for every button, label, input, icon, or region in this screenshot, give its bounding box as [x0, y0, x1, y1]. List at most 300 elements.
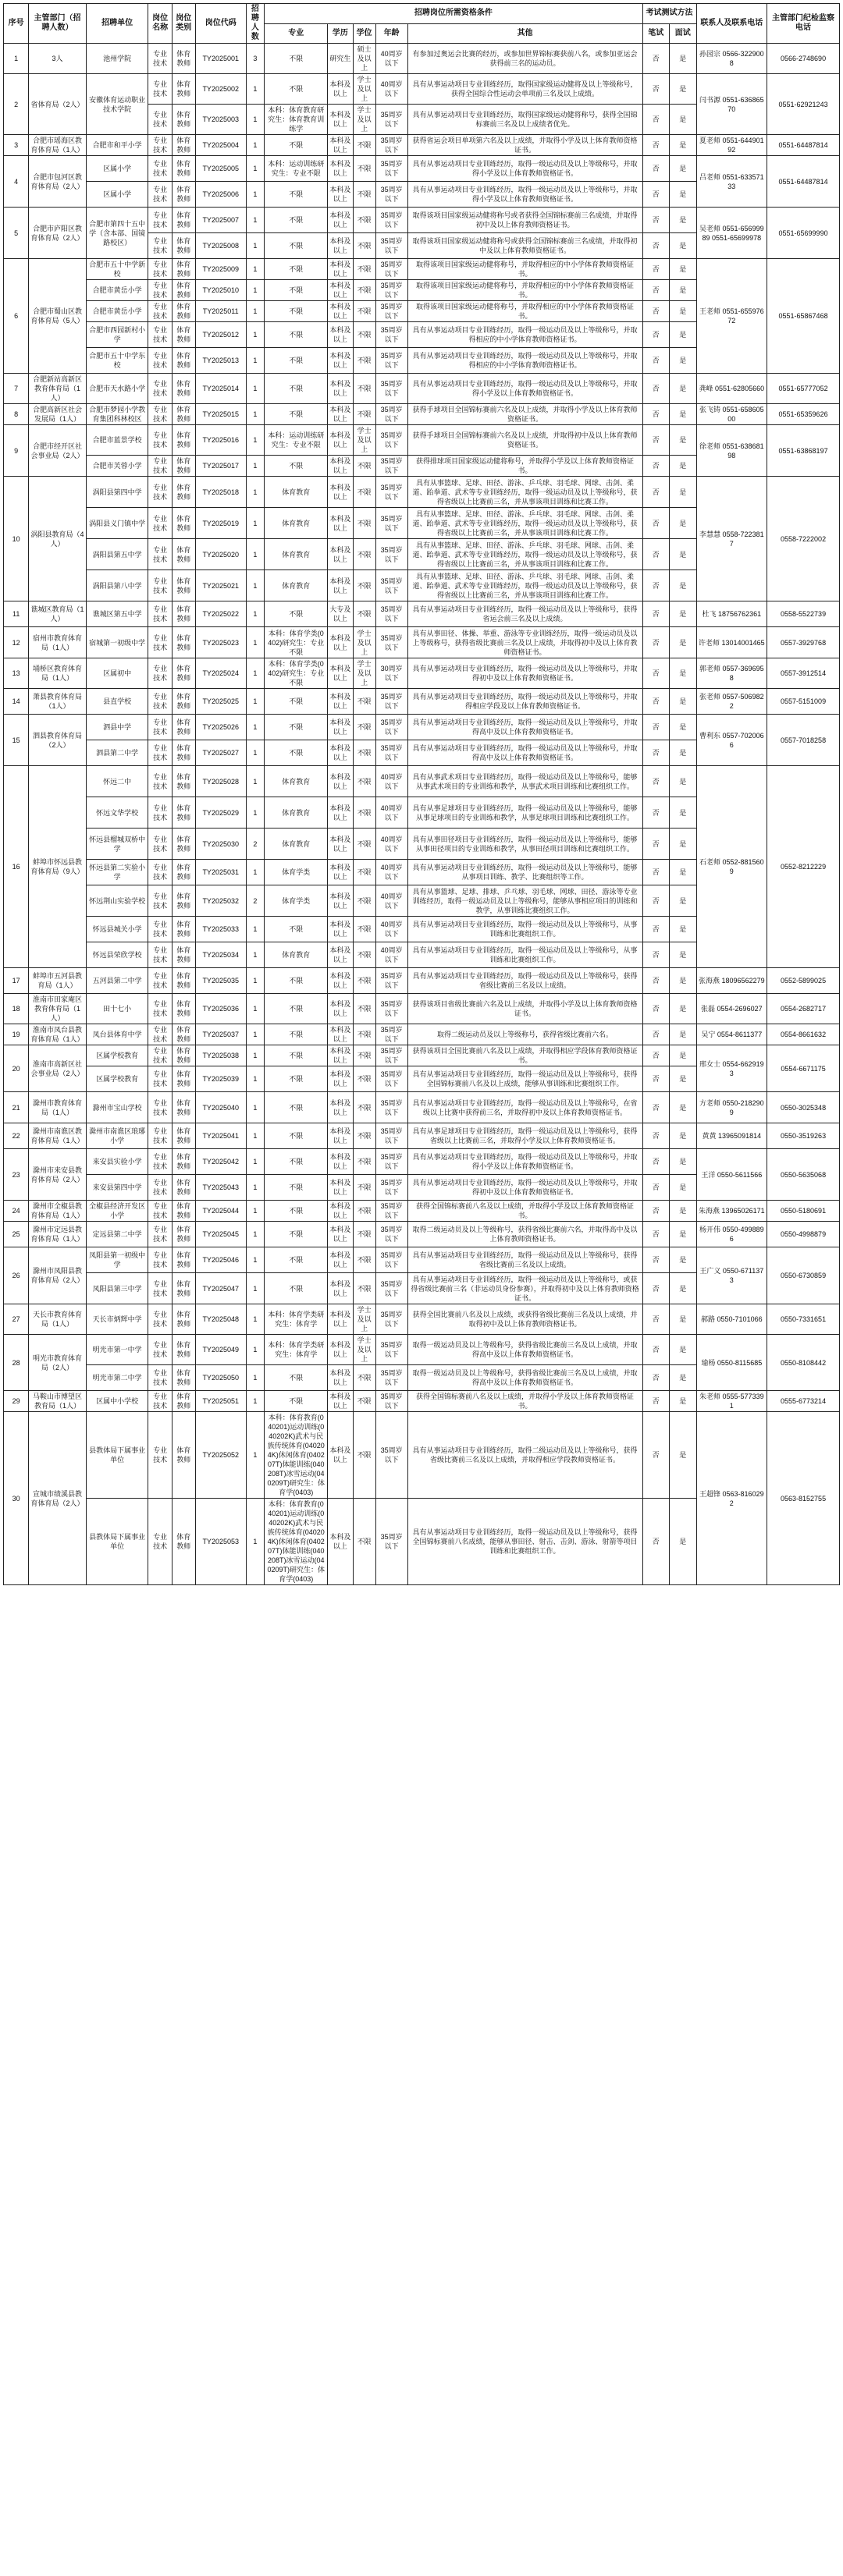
row-pos-name: 专业技术 — [148, 348, 172, 374]
row-pos-name: 专业技术 — [148, 477, 172, 508]
row-pos-code: TY2025035 — [195, 968, 246, 994]
row-degree: 学士及以上 — [353, 658, 375, 689]
row-major: 不限 — [265, 1024, 328, 1045]
row-major: 本科：体育学类研究生：体育学 — [265, 1304, 328, 1335]
row-dept: 合肥市经开区社会事业局（2人） — [29, 425, 86, 477]
row-edu: 本科及以上 — [328, 917, 353, 942]
table-row — [4, 374, 840, 404]
row-other: 具有从事运动项目专业训练经历，取得一级运动员及以上等级称号，并取得小学及以上体育教师资格证书。 — [407, 182, 642, 208]
row-interview: 是 — [670, 44, 697, 74]
row-pos-name: 专业技术 — [148, 766, 172, 797]
row-other: 具有从事运动项目专业训练经历，取得一级运动员及以上等级称号，并取得相应的中小学体育教师资格证书。 — [407, 348, 642, 374]
row-dept: 涡阳县教育局（4人） — [29, 477, 86, 601]
row-major: 不限 — [265, 715, 328, 740]
row-unit: 田十七小 — [86, 994, 148, 1024]
row-major: 体育教育 — [265, 942, 328, 968]
row-other: 具有从事运动项目专业训练经历，取得一级运动员及以上等级称号，并取得初中及以上体育教师资格证书。 — [407, 658, 642, 689]
row-dept: 蚌埠市怀远县教育体育局（9人） — [29, 766, 86, 968]
row-other: 取得一级运动员及以上等级称号，获得省级比赛前三名及以上成绩，并取得高中及以上体育教师资格证书。 — [407, 1335, 642, 1365]
row-pos-type: 体育教师 — [172, 658, 195, 689]
row-count: 1 — [246, 689, 265, 715]
row-supervise: 0566-2748690 — [767, 44, 840, 74]
row-age: 40周岁以下 — [375, 917, 407, 942]
row-index: 15 — [4, 715, 29, 766]
table-row — [4, 715, 840, 740]
row-unit: 涡阳县义门镇中学 — [86, 508, 148, 539]
row-index: 24 — [4, 1201, 29, 1222]
row-pos-code: TY2025051 — [195, 1391, 246, 1412]
row-pos-type: 体育教师 — [172, 1365, 195, 1391]
row-unit: 凤阳县第一初级中学 — [86, 1247, 148, 1273]
row-unit: 县直学校 — [86, 689, 148, 715]
row-degree: 不限 — [353, 715, 375, 740]
row-count: 1 — [246, 1335, 265, 1365]
table-row — [4, 1024, 840, 1045]
row-pos-type: 体育教师 — [172, 1499, 195, 1585]
row-edu: 本科及以上 — [328, 105, 353, 135]
row-other: 具有从事运动项目专业训练经历，取得一级运动员及以上等级称号，并取得初中及以上体育教师资格证书。 — [407, 1175, 642, 1201]
row-supervise: 0550-7331651 — [767, 1304, 840, 1335]
row-written: 否 — [642, 627, 670, 658]
row-contact: 徐老师 0551-63868198 — [696, 425, 767, 477]
table-row — [4, 1201, 840, 1222]
row-pos-name: 专业技术 — [148, 208, 172, 233]
row-contact: 王洋 0550-5611566 — [696, 1149, 767, 1201]
row-edu: 本科及以上 — [328, 322, 353, 348]
row-pos-type: 体育教师 — [172, 348, 195, 374]
row-count: 1 — [246, 658, 265, 689]
row-interview: 是 — [670, 280, 697, 301]
row-other: 具有从事运动项目专业训练经历，取得国家级运动健将称号，获得全国锦标赛前三名及以上成绩者优先。 — [407, 105, 642, 135]
row-major: 不限 — [265, 233, 328, 259]
row-age: 35周岁以下 — [375, 259, 407, 280]
row-pos-code: TY2025018 — [195, 477, 246, 508]
row-degree: 不限 — [353, 570, 375, 601]
row-pos-name: 专业技术 — [148, 942, 172, 968]
row-pos-type: 体育教师 — [172, 1175, 195, 1201]
row-contact: 王广义 0550-6711373 — [696, 1247, 767, 1304]
row-contact: 黄黄 13965091814 — [696, 1123, 767, 1149]
row-supervise: 0551-64487814 — [767, 156, 840, 208]
row-pos-name: 专业技术 — [148, 182, 172, 208]
row-pos-code: TY2025042 — [195, 1149, 246, 1175]
row-interview: 是 — [670, 1149, 697, 1175]
row-interview: 是 — [670, 689, 697, 715]
header-interview: 面试 — [670, 23, 697, 44]
row-degree: 不限 — [353, 539, 375, 570]
row-pos-type: 体育教师 — [172, 322, 195, 348]
row-pos-name: 专业技术 — [148, 1273, 172, 1304]
row-count: 1 — [246, 508, 265, 539]
row-supervise: 0552-5899025 — [767, 968, 840, 994]
row-contact: 吴老师 0551-65699989 0551-65699978 — [696, 208, 767, 259]
row-count: 1 — [246, 1304, 265, 1335]
row-pos-name: 专业技术 — [148, 508, 172, 539]
row-pos-code: TY2025025 — [195, 689, 246, 715]
row-degree: 不限 — [353, 1066, 375, 1092]
row-index: 10 — [4, 477, 29, 601]
row-pos-name: 专业技术 — [148, 715, 172, 740]
row-pos-code: TY2025001 — [195, 44, 246, 74]
row-age: 35周岁以下 — [375, 404, 407, 425]
row-interview: 是 — [670, 570, 697, 601]
row-pos-type: 体育教师 — [172, 860, 195, 885]
row-interview: 是 — [670, 135, 697, 156]
row-other: 取得该项目国家级运动健将称号，并取得相应的中小学体育教师资格证书。 — [407, 280, 642, 301]
row-pos-type: 体育教师 — [172, 182, 195, 208]
row-other: 取得该项目国家级运动健将称号，并取得相应的中小学体育教师资格证书。 — [407, 301, 642, 322]
row-interview: 是 — [670, 885, 697, 917]
row-count: 1 — [246, 766, 265, 797]
table-row — [4, 601, 840, 627]
row-count: 1 — [246, 1499, 265, 1585]
row-age: 35周岁以下 — [375, 968, 407, 994]
row-supervise: 0557-3929768 — [767, 627, 840, 658]
row-index: 8 — [4, 404, 29, 425]
row-dept: 天长市教育体育局（1人） — [29, 1304, 86, 1335]
row-age: 35周岁以下 — [375, 1499, 407, 1585]
row-degree: 不限 — [353, 797, 375, 829]
row-unit: 合肥市黄岳小学 — [86, 280, 148, 301]
row-major: 本科：体育学类研究生：体育学 — [265, 1335, 328, 1365]
row-dept: 合肥高新区社会发展局（1人） — [29, 404, 86, 425]
row-age: 35周岁以下 — [375, 539, 407, 570]
row-count: 1 — [246, 259, 265, 280]
row-other: 具有从事运动项目专业训练经历，取得一级运动员及以上等级称号，并取得小学及以上体育教师资格证书。 — [407, 156, 642, 182]
row-dept: 马鞍山市博望区教育局（1人） — [29, 1391, 86, 1412]
row-supervise: 0550-6730859 — [767, 1247, 840, 1304]
row-supervise: 0552-8212229 — [767, 766, 840, 968]
row-degree: 不限 — [353, 1201, 375, 1222]
row-count: 1 — [246, 280, 265, 301]
row-other: 具有从事运动项目专业训练经历，取得一级运动员及以上等级称号，并取得高中及以上体育教师资格证书。 — [407, 740, 642, 766]
row-unit: 谯城区第五中学 — [86, 601, 148, 627]
row-pos-type: 体育教师 — [172, 508, 195, 539]
row-other: 具有从事运动项目专业训练经历，取得一级运动员及以上等级称号，并取得小学及以上体育教师资格证书。 — [407, 1149, 642, 1175]
row-written: 否 — [642, 508, 670, 539]
row-pos-code: TY2025047 — [195, 1273, 246, 1304]
table-row — [4, 968, 840, 994]
row-age: 35周岁以下 — [375, 1335, 407, 1365]
row-count: 1 — [246, 1123, 265, 1149]
row-other: 具有从事篮球、足球、田径、游泳、乒乓球、羽毛球、网球、击剑、柔道、跆拳道、武术等专业训练经历，取得一级运动员及以上等级称号，获得省级以上比赛前三名，并从事该项目训练和比赛工作。 — [407, 539, 642, 570]
row-count: 1 — [246, 968, 265, 994]
row-interview: 是 — [670, 968, 697, 994]
row-index: 29 — [4, 1391, 29, 1412]
row-other: 具有从事篮球、足球、田径、游泳、乒乓球、羽毛球、网球、击剑、柔道、跆拳道、武术等专业训练经历，取得一级运动员及以上等级称号，获得省级以上比赛前三名，并从事该项目训练和比赛工作。 — [407, 477, 642, 508]
row-age: 35周岁以下 — [375, 1045, 407, 1066]
row-pos-code: TY2025023 — [195, 627, 246, 658]
row-pos-code: TY2025007 — [195, 208, 246, 233]
row-pos-name: 专业技术 — [148, 968, 172, 994]
row-edu: 本科及以上 — [328, 885, 353, 917]
row-written: 否 — [642, 1024, 670, 1045]
row-edu: 本科及以上 — [328, 348, 353, 374]
row-pos-code: TY2025019 — [195, 508, 246, 539]
row-age: 40周岁以下 — [375, 885, 407, 917]
table-row — [4, 1391, 840, 1412]
row-pos-type: 体育教师 — [172, 1222, 195, 1247]
row-interview: 是 — [670, 1391, 697, 1412]
row-dept: 蚌埠市五河县教育局（1人） — [29, 968, 86, 994]
row-pos-code: TY2025043 — [195, 1175, 246, 1201]
row-pos-name: 专业技术 — [148, 1365, 172, 1391]
table-body — [4, 44, 840, 1585]
row-degree: 不限 — [353, 689, 375, 715]
row-edu: 本科及以上 — [328, 1149, 353, 1175]
row-age: 40周岁以下 — [375, 829, 407, 860]
row-edu: 本科及以上 — [328, 404, 353, 425]
row-count: 1 — [246, 1024, 265, 1045]
row-supervise: 0557-5151009 — [767, 689, 840, 715]
row-pos-code: TY2025016 — [195, 425, 246, 456]
row-pos-name: 专业技术 — [148, 1201, 172, 1222]
row-age: 35周岁以下 — [375, 740, 407, 766]
row-count: 1 — [246, 1201, 265, 1222]
row-contact: 杨开伟 0550-4998896 — [696, 1222, 767, 1247]
row-age: 35周岁以下 — [375, 1024, 407, 1045]
row-age: 35周岁以下 — [375, 208, 407, 233]
row-major: 体育教育 — [265, 508, 328, 539]
row-interview: 是 — [670, 74, 697, 105]
row-count: 1 — [246, 425, 265, 456]
header-supervise: 主管部门纪检监察电话 — [767, 4, 840, 44]
row-edu: 本科及以上 — [328, 1247, 353, 1273]
row-index: 17 — [4, 968, 29, 994]
row-age: 35周岁以下 — [375, 1092, 407, 1123]
row-other: 取得该项目国家级运动健将称号或获得全国锦标赛前三名成绩，并取得初中及以上体育教师资格证书。 — [407, 233, 642, 259]
row-edu: 本科及以上 — [328, 1391, 353, 1412]
row-pos-name: 专业技术 — [148, 1066, 172, 1092]
row-pos-type: 体育教师 — [172, 1201, 195, 1222]
row-index: 26 — [4, 1247, 29, 1304]
row-index: 30 — [4, 1412, 29, 1585]
row-major: 不限 — [265, 689, 328, 715]
row-supervise: 0554-2682717 — [767, 994, 840, 1024]
row-unit: 区属中小学校 — [86, 1391, 148, 1412]
row-other: 具有从事田径、体操、举重、游泳等专业训练经历，取得一级运动员及以上等级称号，获得省级比赛前三名及以上成绩，并取得初中及以上体育教师资格证书。 — [407, 627, 642, 658]
row-degree: 不限 — [353, 182, 375, 208]
row-pos-name: 专业技术 — [148, 539, 172, 570]
row-other: 具有从事足球项目专业训练经历，取得一级运动员及以上等级称号，获得省级以上比赛前三名，并取得小学及以上体育教师资格证书。 — [407, 1123, 642, 1149]
row-edu: 本科及以上 — [328, 1066, 353, 1092]
row-major: 不限 — [265, 374, 328, 404]
row-major: 不限 — [265, 404, 328, 425]
table-row — [4, 74, 840, 105]
row-pos-type: 体育教师 — [172, 105, 195, 135]
row-major: 不限 — [265, 968, 328, 994]
row-edu: 本科及以上 — [328, 477, 353, 508]
row-major: 不限 — [265, 1365, 328, 1391]
row-supervise: 0551-64487814 — [767, 135, 840, 156]
row-age: 40周岁以下 — [375, 860, 407, 885]
row-count: 1 — [246, 1391, 265, 1412]
table-row — [4, 1247, 840, 1273]
table-row — [4, 404, 840, 425]
row-degree: 学士及以上 — [353, 425, 375, 456]
table-row — [4, 994, 840, 1024]
row-degree: 不限 — [353, 968, 375, 994]
row-interview: 是 — [670, 994, 697, 1024]
row-interview: 是 — [670, 1024, 697, 1045]
row-contact: 邢女士 0554-6629193 — [696, 1045, 767, 1092]
row-age: 35周岁以下 — [375, 348, 407, 374]
row-index: 5 — [4, 208, 29, 259]
row-degree: 不限 — [353, 1273, 375, 1304]
row-supervise: 0550-5635068 — [767, 1149, 840, 1201]
row-pos-type: 体育教师 — [172, 1066, 195, 1092]
row-contact: 张老师 0557-5069822 — [696, 689, 767, 715]
row-degree: 不限 — [353, 348, 375, 374]
row-count: 1 — [246, 404, 265, 425]
row-written: 否 — [642, 601, 670, 627]
row-edu: 本科及以上 — [328, 1123, 353, 1149]
row-count: 1 — [246, 1045, 265, 1066]
row-other: 具有从事足球项目专业训练经历，取得一级运动员及以上等级称号，能够从事足球项目的专业训练和教学，从事足球项目训练和比赛组织工作。 — [407, 797, 642, 829]
table-row — [4, 1304, 840, 1335]
row-count: 1 — [246, 156, 265, 182]
row-count: 2 — [246, 885, 265, 917]
row-age: 35周岁以下 — [375, 322, 407, 348]
row-age: 35周岁以下 — [375, 374, 407, 404]
row-written: 否 — [642, 1304, 670, 1335]
row-interview: 是 — [670, 1365, 697, 1391]
row-index: 25 — [4, 1222, 29, 1247]
header-conditions: 招聘岗位所需资格条件 — [265, 4, 642, 24]
row-pos-code: TY2025048 — [195, 1304, 246, 1335]
row-count: 1 — [246, 1273, 265, 1304]
row-pos-type: 体育教师 — [172, 44, 195, 74]
row-edu: 本科及以上 — [328, 425, 353, 456]
row-edu: 本科及以上 — [328, 539, 353, 570]
row-age: 35周岁以下 — [375, 570, 407, 601]
row-pos-name: 专业技术 — [148, 740, 172, 766]
row-contact: 闫书源 0551-63686570 — [696, 74, 767, 135]
row-unit: 来安县实验小学 — [86, 1149, 148, 1175]
row-supervise: 0550-3025348 — [767, 1092, 840, 1123]
row-dept: 合肥新站高新区教育体育局（1人） — [29, 374, 86, 404]
row-written: 否 — [642, 1391, 670, 1412]
row-age: 35周岁以下 — [375, 1412, 407, 1499]
row-written: 否 — [642, 885, 670, 917]
row-unit: 合肥市梦园小学教育集团科林校区 — [86, 404, 148, 425]
row-unit: 县教体局下属事业单位 — [86, 1499, 148, 1585]
row-pos-name: 专业技术 — [148, 1335, 172, 1365]
row-edu: 本科及以上 — [328, 1365, 353, 1391]
row-unit: 安徽体育运动职业技术学院 — [86, 74, 148, 135]
row-interview: 是 — [670, 860, 697, 885]
row-other: 具有从事运动项目专业训练经历，取得一级运动员及以上等级称号，在省级以上比赛中获得前三名，并取得初中及以上体育教师资格证书。 — [407, 1092, 642, 1123]
row-pos-code: TY2025053 — [195, 1499, 246, 1585]
row-other: 具有从事运动项目专业训练经历，取得一级运动员及以上等级称号，获得省级比赛前三名及以上成绩。 — [407, 1247, 642, 1273]
table-row — [4, 259, 840, 280]
row-pos-type: 体育教师 — [172, 917, 195, 942]
row-pos-code: TY2025004 — [195, 135, 246, 156]
row-edu: 本科及以上 — [328, 829, 353, 860]
row-major: 体育学类 — [265, 860, 328, 885]
row-written: 否 — [642, 1247, 670, 1273]
row-degree: 不限 — [353, 740, 375, 766]
row-written: 否 — [642, 301, 670, 322]
row-major: 本科：体育学类(0402)研究生：专业不限 — [265, 658, 328, 689]
row-unit: 怀远县榴城双桥中学 — [86, 829, 148, 860]
row-degree: 不限 — [353, 601, 375, 627]
row-dept: 泗县教育体育局（2人） — [29, 715, 86, 766]
row-major: 不限 — [265, 1201, 328, 1222]
row-written: 否 — [642, 658, 670, 689]
row-degree: 不限 — [353, 322, 375, 348]
row-edu: 本科及以上 — [328, 766, 353, 797]
row-pos-code: TY2025015 — [195, 404, 246, 425]
row-pos-code: TY2025021 — [195, 570, 246, 601]
row-other: 具有从事运动项目专业训练经历，取得一级运动员及以上等级称号，并取得相应学段及以上体育教师资格证书。 — [407, 689, 642, 715]
row-unit: 明光市第二中学 — [86, 1365, 148, 1391]
row-pos-name: 专业技术 — [148, 658, 172, 689]
table-row — [4, 627, 840, 658]
row-count: 1 — [246, 348, 265, 374]
row-count: 1 — [246, 1175, 265, 1201]
row-degree: 不限 — [353, 885, 375, 917]
row-contact: 朱老师 0555-5773391 — [696, 1391, 767, 1412]
row-contact: 孙园宗 0566-3229008 — [696, 44, 767, 74]
row-pos-code: TY2025005 — [195, 156, 246, 182]
row-other: 具有从事运动项目专业训练经历，取得一级运动员及以上等级称号，从事训练和比赛组织工作。 — [407, 942, 642, 968]
row-written: 否 — [642, 570, 670, 601]
row-pos-type: 体育教师 — [172, 740, 195, 766]
row-major: 不限 — [265, 1045, 328, 1066]
row-count: 1 — [246, 74, 265, 105]
row-contact: 郭老师 0557-3696958 — [696, 658, 767, 689]
row-age: 40周岁以下 — [375, 942, 407, 968]
row-age: 30周岁以下 — [375, 658, 407, 689]
row-pos-code: TY2025029 — [195, 797, 246, 829]
row-interview: 是 — [670, 1092, 697, 1123]
row-unit: 合肥市芙蓉小学 — [86, 456, 148, 477]
row-pos-code: TY2025050 — [195, 1365, 246, 1391]
row-unit: 怀远县荣欣学校 — [86, 942, 148, 968]
row-dept: 滁州市来安县教育体育局（2人） — [29, 1149, 86, 1201]
row-interview: 是 — [670, 477, 697, 508]
table-row — [4, 156, 840, 182]
row-supervise: 0550-3519263 — [767, 1123, 840, 1149]
row-pos-name: 专业技术 — [148, 425, 172, 456]
row-interview: 是 — [670, 601, 697, 627]
row-pos-name: 专业技术 — [148, 135, 172, 156]
table-row — [4, 766, 840, 797]
row-major: 不限 — [265, 1123, 328, 1149]
row-degree: 不限 — [353, 1247, 375, 1273]
row-pos-code: TY2025032 — [195, 885, 246, 917]
row-pos-name: 专业技术 — [148, 105, 172, 135]
row-index: 28 — [4, 1335, 29, 1391]
row-contact: 张海燕 18096562279 — [696, 968, 767, 994]
row-other: 获得该项目全国比赛前八名及以上成绩，并取得相应学段体育教师资格证书。 — [407, 1045, 642, 1066]
row-other: 获得全国比赛前八名及以上成绩，或获得省级比赛前三名及以上成绩，并取得初中及以上体育教师资格证书。 — [407, 1304, 642, 1335]
row-pos-type: 体育教师 — [172, 1092, 195, 1123]
row-pos-code: TY2025033 — [195, 917, 246, 942]
row-age: 35周岁以下 — [375, 1304, 407, 1335]
row-dept: 3人 — [29, 44, 86, 74]
row-count: 1 — [246, 539, 265, 570]
row-other: 获得手球项目全国锦标赛前六名及以上成绩，并取得小学及以上体育教师资格证书。 — [407, 404, 642, 425]
row-age: 35周岁以下 — [375, 1175, 407, 1201]
row-unit: 来安县第四中学 — [86, 1175, 148, 1201]
row-supervise: 0555-6773214 — [767, 1391, 840, 1412]
row-count: 1 — [246, 301, 265, 322]
row-pos-type: 体育教师 — [172, 994, 195, 1024]
row-age: 35周岁以下 — [375, 105, 407, 135]
row-edu: 本科及以上 — [328, 1304, 353, 1335]
